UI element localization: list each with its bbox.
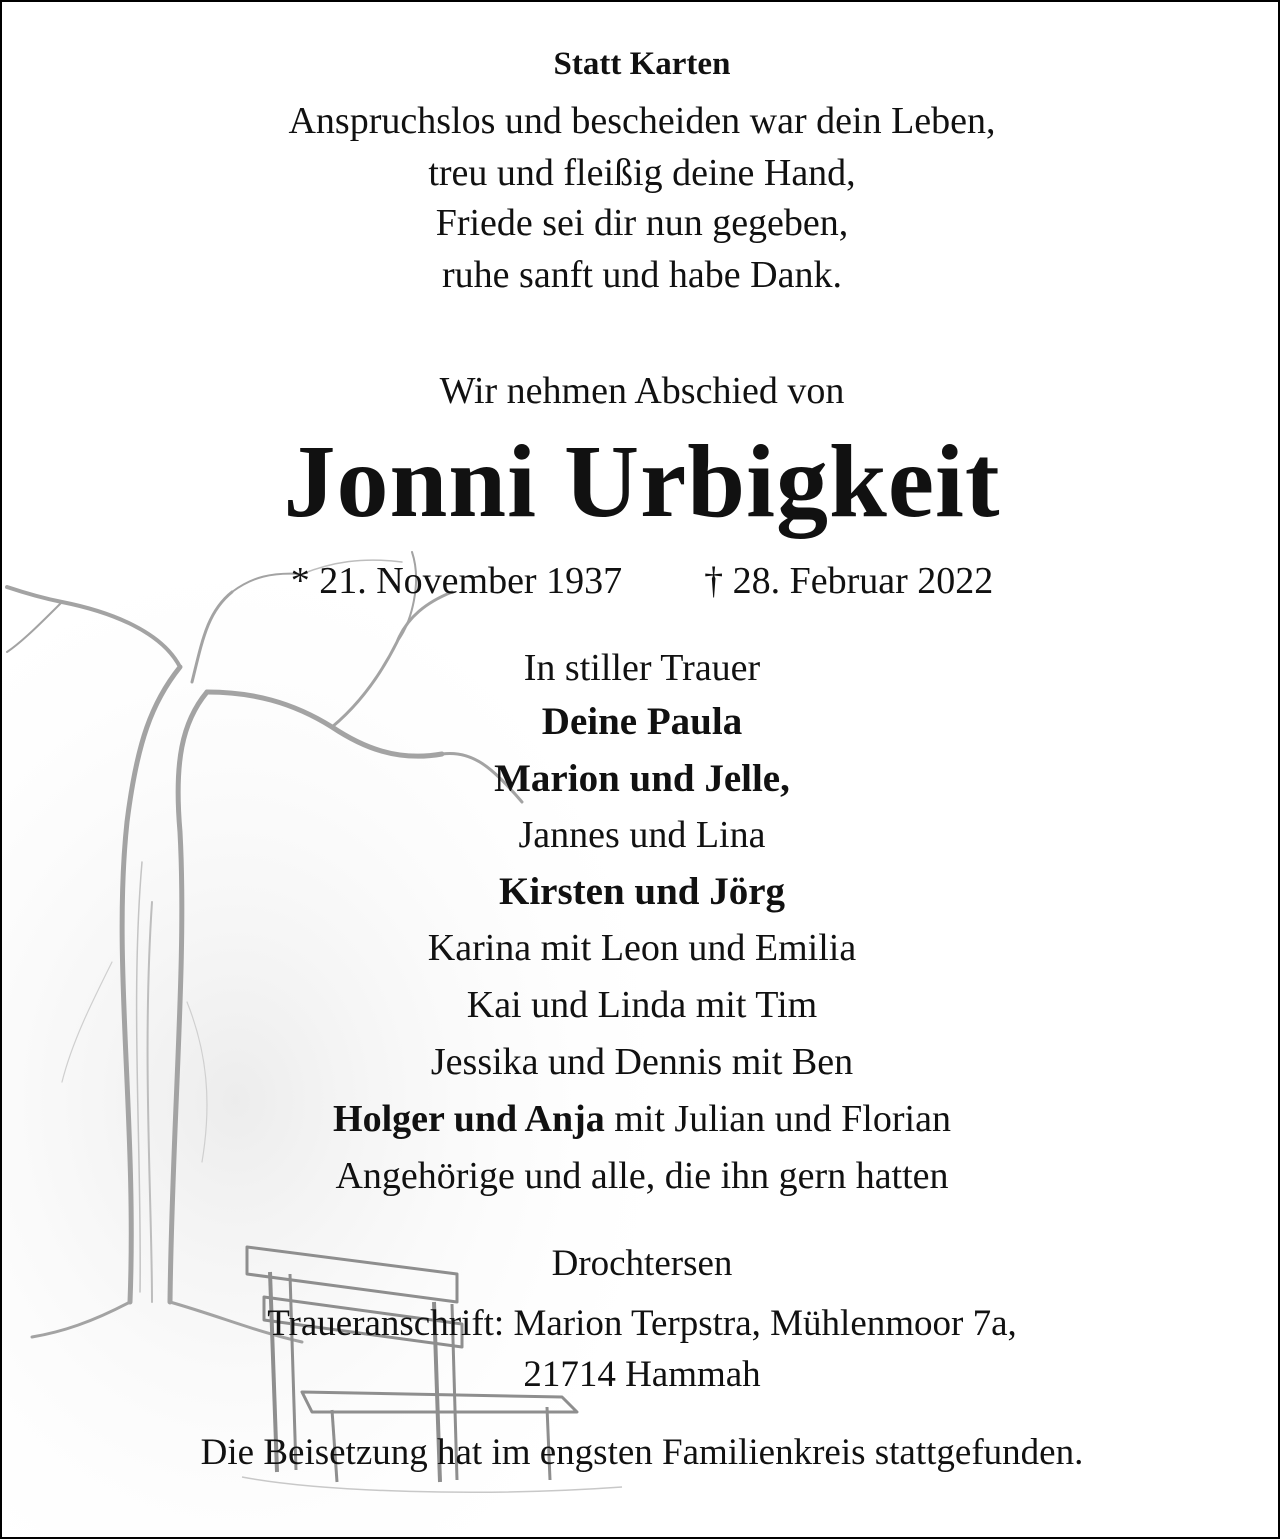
burial-note: Die Beisetzung hat im engsten Familienkreis stattgefunden. — [200, 1432, 1084, 1473]
mourner-line: Kai und Linda mit Tim — [466, 984, 818, 1026]
birth-date: * 21. November 1937 — [290, 560, 623, 602]
mourners-heading: In stiller Trauer — [523, 647, 761, 689]
poem-line-2: treu und fleißig deine Hand, — [428, 152, 856, 194]
mourner-line — [2, 1100, 1280, 1138]
mourner-bold-names: Holger und Anja — [333, 1098, 605, 1140]
farewell-intro: Wir nehmen Abschied von — [439, 370, 845, 412]
death-date: † 28. Februar 2022 — [704, 560, 994, 602]
mourner-line: Kirsten und Jörg — [498, 870, 786, 913]
mourner-children: mit Julian und Florian — [604, 1098, 951, 1140]
mourner-line: Marion und Jelle, — [494, 757, 790, 800]
deceased-name: Jonni Urbigkeit — [283, 424, 1001, 539]
notice-text — [2, 2, 1280, 1539]
mourning-address-line-2: 21714 Hammah — [523, 1354, 761, 1395]
mourner-line: Karina mit Leon und Emilia — [427, 927, 857, 969]
mourner-line: Jessika und Dennis mit Ben — [430, 1041, 854, 1083]
poem-line-4: ruhe sanft und habe Dank. — [442, 254, 842, 296]
life-dates — [2, 562, 1280, 600]
poem-line-1: Anspruchslos und bescheiden war dein Leben, — [288, 100, 996, 142]
mourning-address-line-1: Traueranschrift: Marion Terpstra, Mühlenmoor 7a, — [267, 1303, 1017, 1344]
place-name: Drochtersen — [551, 1243, 733, 1284]
statt-karten-heading: Statt Karten — [553, 46, 731, 82]
mourner-line: Deine Paula — [541, 700, 743, 743]
mourner-line: Jannes und Lina — [518, 814, 766, 856]
poem-line-3: Friede sei dir nun gegeben, — [435, 202, 849, 244]
mourners-closing: Angehörige und alle, die ihn gern hatten — [335, 1155, 949, 1197]
